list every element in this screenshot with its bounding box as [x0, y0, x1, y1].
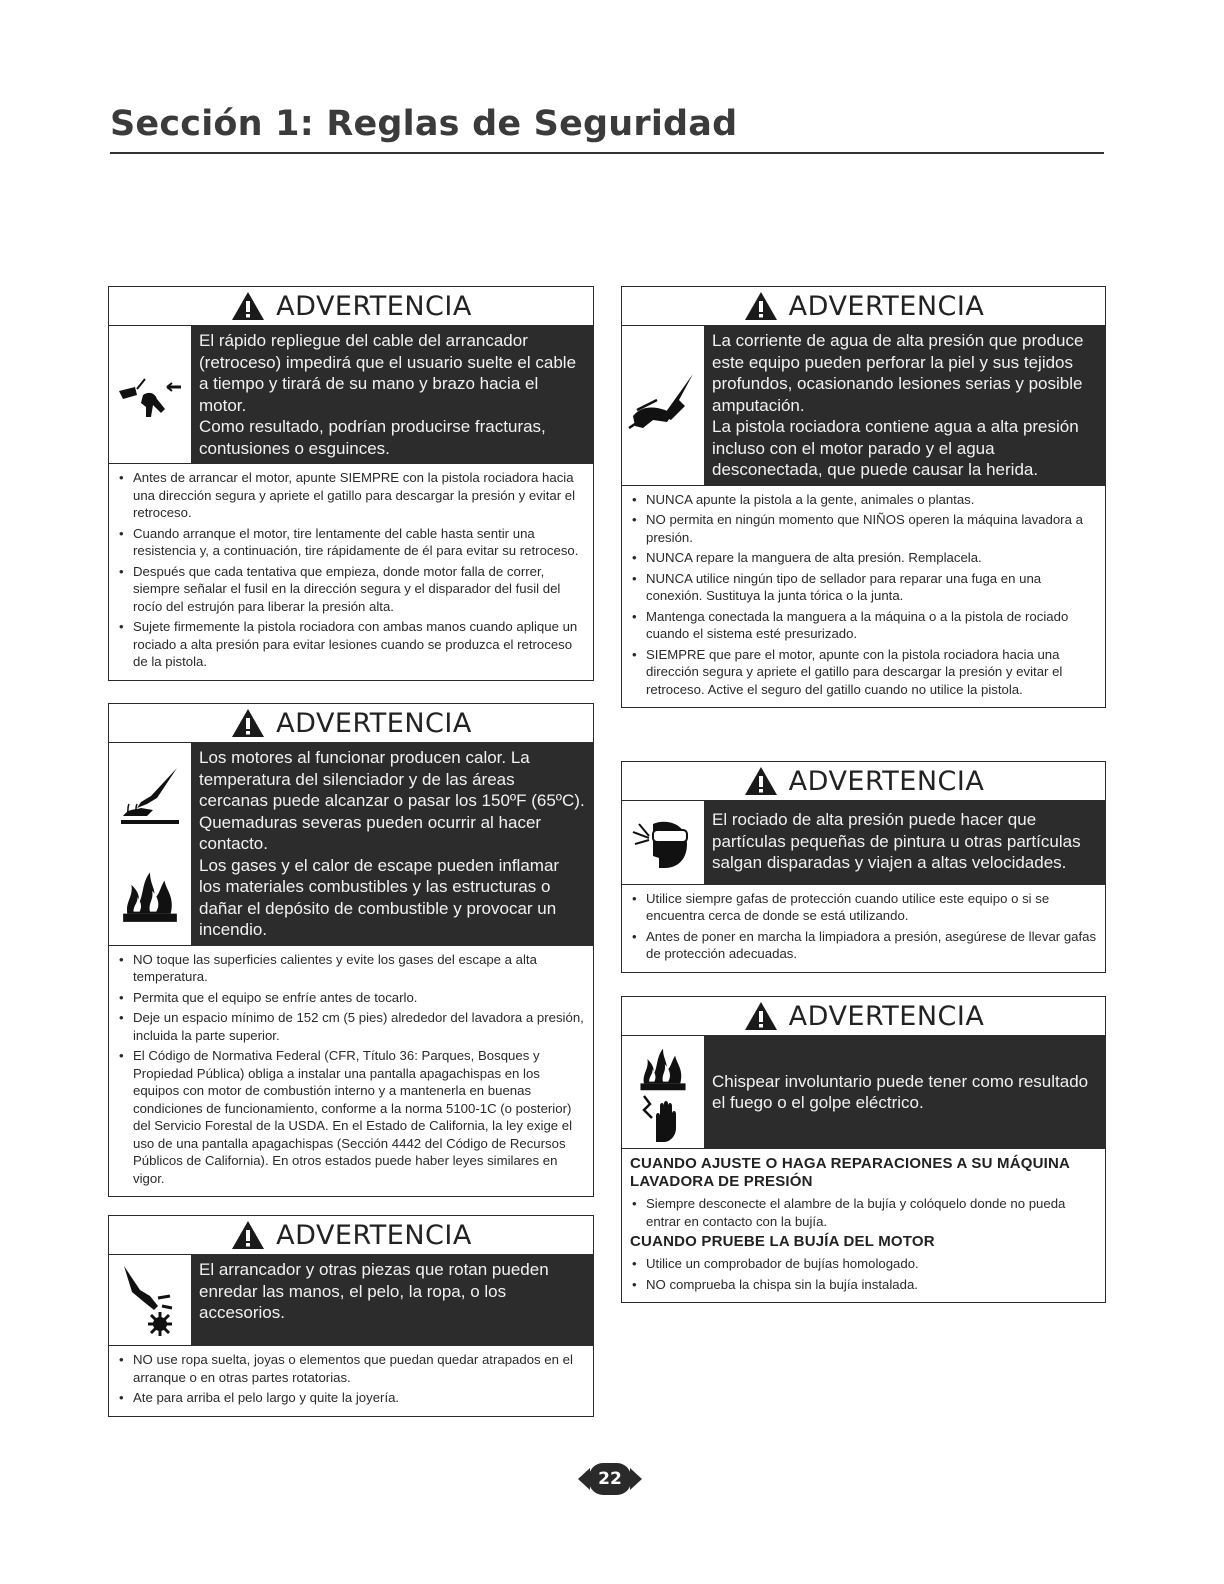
list-item: • NUNCA apunte la pistola a la gente, animales o plantas.	[630, 491, 1097, 509]
list-item: • NO use ropa suelta, joyas o elementos que puedan quedar atrapados en el arranque o en otras partes rotatorias.	[117, 1351, 585, 1386]
hazard-message	[704, 801, 1105, 884]
list-item: • NO comprueba la chispa sin la bujía instalada.	[630, 1276, 1097, 1294]
hazard-panel	[109, 326, 593, 464]
warning-triangle-icon	[230, 1219, 266, 1251]
hazard-icons	[622, 1036, 704, 1148]
safety-bullets	[109, 464, 593, 680]
hazard-panel	[109, 743, 593, 946]
safety-bullets	[622, 885, 1105, 972]
hazard-panel	[622, 1036, 1105, 1149]
hazard-panel	[622, 326, 1105, 486]
high-pressure-injection-icon	[627, 370, 699, 440]
warning-box-kickback	[108, 286, 594, 681]
section-heading: CUANDO AJUSTE O HAGA REPARACIONES A SU MÁQUINA LAVADORA DE PRESIÓN	[630, 1155, 1070, 1190]
warning-box-eye-protection	[621, 761, 1106, 973]
list-item: • NO toque las superficies calientes y evite los gases del escape a alta temperatura.	[117, 951, 585, 986]
safety-bullets	[622, 1253, 1105, 1302]
hazard-text: La corriente de agua de alta presión que produce este equipo pueden perforar la piel y sus tejidos profundos, ocasionando lesiones serias y posible amputación.	[712, 331, 1084, 415]
entanglement-icon	[118, 1262, 182, 1338]
warning-title: ADVERTENCIA	[276, 290, 472, 322]
hazard-text: El rociado de alta presión puede hacer que partículas pequeñas de pintura u otras partículas salgan disparadas y viajen a altas velocidades.	[712, 810, 1081, 872]
hazard-text: El arrancador y otras piezas que rotan pueden enredar las manos, el pelo, la ropa, o los accesorios.	[199, 1260, 549, 1322]
list-item: • Siempre desconecte el alambre de la bujía y colóquelo donde no pueda entrar en contacto con la bujía.	[630, 1195, 1097, 1230]
electric-shock-icon	[640, 1092, 686, 1144]
warning-triangle-icon	[230, 290, 266, 322]
title-rule	[110, 152, 1104, 154]
warning-header	[622, 997, 1105, 1036]
list-item: • NO permita en ningún momento que NIÑOS operen la máquina lavadora a presión.	[630, 511, 1097, 546]
list-item: • Permita que el equipo se enfríe antes de tocarlo.	[117, 989, 585, 1007]
warning-header	[622, 762, 1105, 801]
kickback-hand-icon	[115, 365, 185, 425]
warning-box-injection	[621, 286, 1106, 708]
safety-bullets	[109, 946, 593, 1197]
warning-header	[109, 1216, 593, 1255]
page-title: Sección 1: Reglas de Seguridad	[110, 104, 738, 144]
list-item: • Mantenga conectada la manguera a la máquina o a la pistola de rociado cuando el sistema esté presurizado.	[630, 608, 1097, 643]
list-item: • Utilice siempre gafas de protección cuando utilice este equipo o si se encuentra cerca de donde se está utilizando.	[630, 890, 1097, 925]
hazard-message	[191, 1255, 593, 1345]
safety-bullets	[109, 1346, 593, 1416]
section-heading: CUANDO PRUEBE LA BUJÍA DEL MOTOR	[630, 1233, 935, 1250]
list-item: • Sujete firmemente la pistola rociadora con ambas manos cuando aplique un rociado a alta presión para evitar lesiones cuando se produzca el retroceso de la pistola.	[117, 618, 585, 671]
page-number: 22	[598, 1469, 622, 1489]
warning-title: ADVERTENCIA	[788, 1000, 985, 1032]
fire-icon	[634, 1040, 692, 1092]
list-item: • Utilice un comprobador de bujías homologado.	[630, 1255, 1097, 1273]
hazard-icons	[622, 326, 704, 485]
list-item: • Antes de arrancar el motor, apunte SIEMPRE con la pistola rociadora hacia una dirección segura y apriete el gatillo para descargar la presión y evitar el retroceso.	[117, 469, 585, 522]
hot-surface-hand-icon	[117, 764, 183, 828]
list-item: • Deje un espacio mínimo de 152 cm (5 pies) alrededor del lavadora a presión, incluida la parte superior.	[117, 1009, 585, 1044]
hazard-text: Como resultado, podrían producirse fracturas, contusiones o esguinces.	[199, 417, 546, 458]
warning-triangle-icon	[743, 1000, 779, 1032]
list-item: • Ate para arriba el pelo largo y quite la joyería.	[117, 1389, 585, 1407]
hazard-text: Chispear involuntario puede tener como resultado el fuego o el golpe eléctrico.	[712, 1071, 1089, 1112]
hazard-icons	[109, 326, 191, 463]
hazard-message	[191, 743, 593, 945]
warning-box-sparking	[621, 996, 1106, 1303]
list-item: • El Código de Normativa Federal (CFR, Título 36: Parques, Bosques y Propiedad Pública) obliga a instalar una pantalla apagachispas en los equipos con motor de combustión interno y a mantenerla en buenas condiciones de funcionamiento, conforme a la norma 5100-1C (o posterior) del Servicio Forestal de la USDA. En el Estado de California, la ley exige el uso de una pantalla apagachispas (Sección 4442 del Código de Recursos Públicos de California). En otros estados puede haber leyes similares en vigor.	[117, 1047, 585, 1187]
warning-header	[109, 704, 593, 743]
hazard-text: Quemaduras severas pueden ocurrir al hacer contacto.	[199, 812, 542, 853]
list-item: • NUNCA repare la manguera de alta presión. Remplacela.	[630, 549, 1097, 567]
list-item: • SIEMPRE que pare el motor, apunte con la pistola rociadora hacia una dirección segura y apriete el gatillo para descargar la presión y evitar el retroceso. Active el seguro del gatillo cuando no utilice la pistola.	[630, 646, 1097, 699]
hazard-message	[704, 1036, 1105, 1148]
eye-protection-icon	[631, 810, 695, 874]
hazard-text: El rápido repliegue del cable del arrancador (retroceso) impedirá que el usuario suelte el cable a tiempo y tirará de su mano y brazo hacia el motor.	[199, 331, 577, 415]
hazard-message	[191, 326, 593, 463]
hazard-icons	[109, 1255, 191, 1345]
hazard-panel	[622, 801, 1105, 885]
hazard-message	[704, 326, 1105, 485]
hazard-text: La pistola rociadora contiene agua a alta presión incluso con el motor parado y el agua desconectada, que puede causar la herida.	[712, 417, 1079, 479]
warning-title: ADVERTENCIA	[276, 707, 472, 739]
warning-triangle-icon	[230, 707, 266, 739]
page-number-badge	[578, 1460, 642, 1498]
warning-triangle-icon	[743, 290, 779, 322]
list-item: • NUNCA utilice ningún tipo de sellador para reparar una fuga en una conexión. Sustituya la junta tórica o la junta.	[630, 570, 1097, 605]
list-item: • Después que cada tentativa que empieza, donde motor falla de correr, siempre señalar el fusil en la dirección segura y el disparador del fusil del rocío del estrujón para liberar la presión alta.	[117, 563, 585, 616]
warning-title: ADVERTENCIA	[788, 765, 985, 797]
warning-title: ADVERTENCIA	[276, 1219, 472, 1251]
warning-box-hot-surfaces	[108, 703, 594, 1197]
fire-icon	[119, 862, 181, 924]
warning-title: ADVERTENCIA	[788, 290, 985, 322]
warning-triangle-icon	[743, 765, 779, 797]
list-item: • Antes de poner en marcha la limpiadora a presión, asegúrese de llevar gafas de protección adecuadas.	[630, 928, 1097, 963]
hazard-text: Los motores al funcionar producen calor. La temperatura del silenciador y de las áreas cercanas puede alcanzar o pasar los 150ºF (65ºC).	[199, 748, 585, 810]
hazard-icons	[109, 743, 191, 945]
safety-bullets	[622, 1193, 1105, 1230]
list-item: • Cuando arranque el motor, tire lentamente del cable hasta sentir una resistencia y, a continuación, tire rápidamente de él para evitar su retroceso.	[117, 525, 585, 560]
warning-box-entanglement	[108, 1215, 594, 1417]
hazard-icons	[622, 801, 704, 884]
hazard-panel	[109, 1255, 593, 1346]
hazard-text: Los gases y el calor de escape pueden inflamar los materiales combustibles y las estructuras o dañar el depósito de combustible y provocar un incendio.	[199, 855, 560, 939]
warning-header	[109, 287, 593, 326]
warning-header	[622, 287, 1105, 326]
safety-bullets	[622, 486, 1105, 708]
